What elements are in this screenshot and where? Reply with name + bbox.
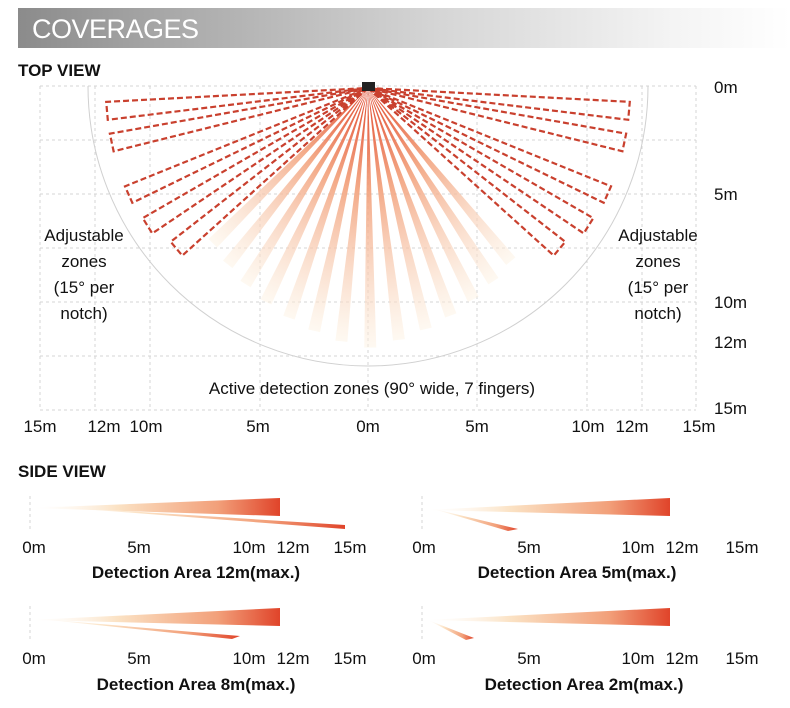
side-axis-label: 12m	[276, 649, 310, 668]
distance-label: 0m	[714, 78, 738, 97]
panel-caption: Detection Area 2m(max.)	[484, 675, 684, 694]
right-note-line: Adjustable	[618, 226, 698, 245]
left-note-line: (15° per	[53, 278, 115, 297]
x-axis-label: 10m	[571, 417, 605, 436]
right-note-line: (15° per	[627, 278, 689, 297]
side-panel-5m	[412, 496, 758, 582]
active-zones-label: Active detection zones (90° wide, 7 fingers)	[208, 379, 536, 398]
x-axis-label: 12m	[87, 417, 121, 436]
side-axis-label: 5m	[127, 538, 151, 557]
x-axis-label: 12m	[615, 417, 649, 436]
panel-caption: Detection Area 8m(max.)	[96, 675, 296, 694]
upper-beam	[30, 608, 280, 626]
x-axis-label: 5m	[465, 417, 489, 436]
side-axis-label: 0m	[412, 538, 436, 557]
x-axis-label: 0m	[356, 417, 380, 436]
side-axis-label: 0m	[22, 538, 46, 557]
side-axis-label: 15m	[725, 538, 759, 557]
adjustable-zone-finger	[368, 88, 626, 151]
adjustable-zone-finger	[368, 88, 593, 233]
side-axis-label: 10m	[621, 538, 655, 557]
side-axis-label: 0m	[412, 649, 436, 668]
x-axis-label: 10m	[129, 417, 163, 436]
side-axis-label: 10m	[621, 649, 655, 668]
adjustable-zone-finger	[110, 88, 368, 151]
panel-caption: Detection Area 5m(max.)	[477, 563, 677, 582]
upper-beam	[425, 498, 670, 516]
side-axis-label: 15m	[333, 649, 367, 668]
side-panel-12m	[22, 496, 366, 582]
side-axis-label: 15m	[333, 538, 367, 557]
lower-beam	[428, 620, 474, 640]
x-axis-label: 15m	[682, 417, 716, 436]
side-axis-label: 0m	[22, 649, 46, 668]
distance-label: 12m	[714, 333, 748, 352]
side-axis-label: 12m	[665, 538, 699, 557]
left-note-line: zones	[61, 252, 107, 271]
side-panel-8m	[22, 606, 366, 694]
detection-finger	[209, 88, 368, 247]
x-axis-label: 15m	[23, 417, 57, 436]
side-axis-label: 10m	[232, 538, 266, 557]
distance-label: 15m	[714, 399, 748, 418]
banner-title: COVERAGES	[32, 14, 199, 44]
right-note-line: notch)	[634, 304, 682, 323]
detection-finger	[364, 88, 376, 348]
side-axis-label: 12m	[276, 538, 310, 557]
left-note-line: Adjustable	[44, 226, 124, 245]
sensor-icon	[362, 82, 375, 91]
side-axis-label: 10m	[232, 649, 266, 668]
side-axis-label: 12m	[665, 649, 699, 668]
side-axis-label: 5m	[127, 649, 151, 668]
side-axis-label: 5m	[517, 649, 541, 668]
upper-beam	[425, 608, 670, 626]
distance-label: 5m	[714, 185, 738, 204]
side-axis-label: 5m	[517, 538, 541, 557]
x-axis-label: 5m	[246, 417, 270, 436]
left-note-line: notch)	[60, 304, 108, 323]
side-panel-2m	[412, 606, 758, 694]
panel-caption: Detection Area 12m(max.)	[91, 563, 301, 582]
top-view-title: TOP VIEW	[18, 61, 101, 80]
distance-label: 10m	[714, 293, 748, 312]
active-fingers	[209, 88, 516, 348]
side-view-title: SIDE VIEW	[18, 462, 106, 481]
right-note-line: zones	[635, 252, 681, 271]
side-axis-label: 15m	[725, 649, 759, 668]
